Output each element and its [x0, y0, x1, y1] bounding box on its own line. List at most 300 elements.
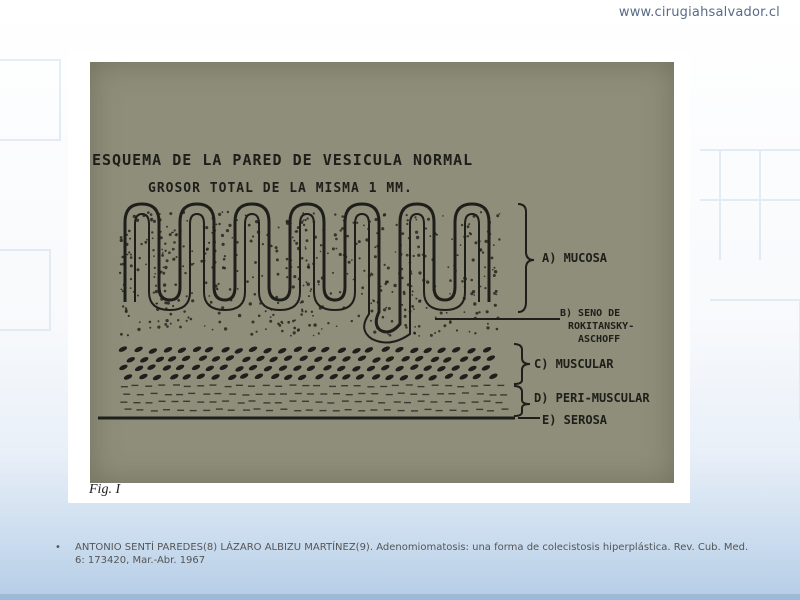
stipple-dot — [146, 239, 148, 241]
stipple-dot — [149, 327, 151, 329]
muscle-fiber — [482, 346, 492, 354]
stipple-dot — [130, 278, 132, 280]
stipple-dot — [384, 264, 386, 266]
muscle-fiber — [307, 346, 317, 354]
muscle-fiber — [380, 364, 390, 372]
muscle-fiber — [306, 364, 316, 372]
stipple-dot — [250, 333, 253, 336]
brace-mucosa — [518, 204, 534, 312]
muscle-fiber — [211, 373, 221, 381]
stipple-dot — [496, 214, 499, 217]
stipple-dot — [406, 223, 408, 225]
stipple-dot — [162, 252, 164, 254]
stipple-dot — [237, 270, 239, 272]
muscle-fiber — [234, 365, 244, 373]
stipple-dot — [137, 328, 140, 331]
stipple-dot — [318, 332, 320, 334]
stipple-dot — [275, 250, 278, 253]
stipple-dot — [122, 305, 124, 307]
stipple-dot — [125, 307, 127, 309]
stipple-dot — [363, 270, 365, 272]
stipple-dot — [153, 292, 155, 294]
stipple-dot — [154, 267, 156, 269]
muscle-fiber — [366, 365, 376, 373]
stipple-dot — [307, 217, 309, 219]
stipple-dot — [449, 321, 452, 324]
stipple-dot — [430, 334, 433, 337]
stipple-dot — [218, 312, 221, 315]
stipple-dot — [272, 314, 274, 316]
stipple-dot — [221, 234, 224, 237]
stipple-dot — [217, 289, 219, 291]
stipple-dot — [152, 237, 154, 239]
stipple-dot — [158, 320, 160, 322]
stipple-dot — [426, 280, 429, 283]
submucosa-layer — [119, 211, 501, 337]
stipple-dot — [320, 251, 322, 253]
stipple-dot — [351, 259, 353, 261]
muscle-fiber — [297, 374, 307, 382]
stipple-dot — [128, 315, 130, 317]
stipple-dot — [218, 283, 220, 285]
stipple-dot — [443, 324, 446, 327]
stipple-dot — [279, 324, 282, 327]
stipple-dot — [418, 300, 421, 303]
muscle-fiber — [327, 355, 337, 363]
muscle-fiber — [263, 347, 273, 355]
muscle-fiber — [211, 355, 221, 363]
stipple-dot — [347, 273, 349, 275]
stipple-dot — [361, 293, 363, 295]
stipple-dot — [127, 254, 129, 256]
stipple-dot — [387, 267, 390, 270]
stipple-dot — [129, 238, 131, 240]
stipple-dot — [286, 258, 289, 261]
stipple-dot — [493, 274, 496, 277]
stipple-dot — [391, 320, 394, 323]
muscle-fiber — [371, 373, 381, 381]
stipple-dot — [375, 218, 378, 221]
stipple-dot — [313, 323, 316, 326]
stipple-dot — [296, 230, 299, 233]
stipple-dot — [300, 313, 303, 316]
stipple-dot — [277, 302, 279, 304]
stipple-dot — [229, 288, 232, 291]
stipple-dot — [155, 285, 157, 287]
stipple-dot — [238, 314, 241, 317]
muscle-fiber — [198, 354, 208, 362]
stipple-dot — [218, 223, 220, 225]
stipple-dot — [184, 272, 186, 274]
stipple-dot — [153, 220, 156, 223]
muscle-fiber — [146, 363, 156, 371]
muscle-fiber — [451, 364, 461, 372]
muscle-fiber — [175, 364, 185, 372]
stipple-dot — [417, 246, 420, 249]
muscle-fiber — [384, 374, 394, 382]
stipple-dot — [473, 294, 475, 296]
stipple-dot — [137, 268, 140, 271]
stipple-dot — [484, 266, 486, 268]
stipple-dot — [418, 335, 420, 337]
stipple-dot — [128, 251, 130, 253]
brace-perimuscular — [514, 386, 530, 416]
stipple-dot — [371, 273, 374, 276]
stipple-dot — [277, 273, 280, 276]
stipple-dot — [249, 302, 252, 305]
muscle-fiber — [270, 372, 280, 380]
muscle-fiber — [278, 364, 288, 372]
stipple-dot — [358, 315, 361, 318]
stipple-dot — [119, 272, 121, 274]
muscle-fiber — [123, 373, 133, 381]
stipple-dot — [191, 292, 193, 294]
diagram-svg — [90, 62, 674, 483]
stipple-dot — [187, 316, 189, 318]
stipple-dot — [186, 295, 188, 297]
stipple-dot — [358, 240, 361, 243]
stipple-dot — [334, 213, 336, 215]
stipple-dot — [152, 249, 154, 251]
stipple-dot — [120, 263, 122, 265]
muscle-fiber — [181, 355, 191, 363]
stipple-dot — [175, 233, 178, 236]
stipple-dot — [348, 261, 351, 264]
stipple-dot — [169, 212, 172, 215]
muscle-fiber — [204, 346, 214, 354]
stipple-dot — [475, 312, 478, 315]
stipple-dot — [301, 309, 303, 311]
muscle-fiber — [192, 345, 202, 353]
stipple-dot — [127, 334, 129, 336]
label-seno-2: ROKITANSKY- — [568, 321, 635, 332]
stipple-dot — [351, 320, 353, 322]
muscle-fiber — [401, 355, 411, 363]
stipple-dot — [470, 292, 473, 295]
stipple-dot — [176, 256, 178, 258]
stipple-dot — [415, 298, 417, 300]
stipple-dot — [393, 284, 396, 287]
figure-frame — [68, 51, 690, 503]
stipple-dot — [461, 224, 463, 226]
stipple-dot — [223, 258, 226, 261]
stipple-dot — [303, 285, 305, 287]
stipple-dot — [186, 220, 188, 222]
muscle-fiber — [314, 373, 324, 381]
stipple-dot — [457, 254, 459, 256]
muscle-fiber — [329, 373, 339, 381]
muscle-fiber — [118, 364, 128, 372]
muscle-fiber — [423, 364, 433, 372]
stipple-dot — [144, 241, 147, 244]
stipple-dot — [163, 283, 166, 286]
stipple-dot — [438, 330, 440, 332]
muscle-fiber — [138, 373, 148, 381]
stipple-dot — [310, 288, 312, 290]
stipple-dot — [449, 279, 452, 282]
stipple-dot — [306, 239, 309, 242]
mucosa-folds-inner — [135, 214, 479, 343]
stipple-dot — [416, 219, 418, 221]
stipple-dot — [218, 213, 221, 216]
stipple-dot — [177, 299, 180, 302]
stipple-dot — [311, 311, 313, 313]
stipple-dot — [494, 304, 497, 307]
stipple-dot — [172, 258, 175, 261]
muscle-fiber — [227, 373, 237, 381]
label-serosa: E) SEROSA — [542, 413, 608, 427]
stipple-dot — [436, 234, 438, 236]
stipple-dot — [413, 255, 415, 257]
stipple-dot — [254, 293, 257, 296]
stipple-dot — [493, 244, 495, 246]
stipple-dot — [332, 247, 335, 250]
stipple-dot — [179, 326, 182, 329]
muscle-fiber — [341, 355, 351, 363]
muscle-fiber — [283, 354, 293, 362]
diagram-subtitle: GROSOR TOTAL DE LA MISMA 1 MM. — [148, 181, 413, 196]
stipple-dot — [473, 302, 476, 305]
stipple-dot — [172, 305, 174, 307]
stipple-dot — [320, 244, 322, 246]
stipple-dot — [150, 213, 153, 216]
stipple-dot — [227, 211, 229, 213]
stipple-dot — [252, 321, 255, 324]
stipple-dot — [222, 266, 225, 269]
muscle-fiber — [155, 356, 165, 364]
stipple-dot — [451, 238, 453, 240]
muscle-fiber — [191, 364, 201, 372]
stipple-dot — [494, 270, 497, 273]
stipple-dot — [156, 303, 158, 305]
stipple-dot — [359, 257, 361, 259]
stipple-dot — [166, 325, 169, 328]
muscle-fiber — [430, 356, 440, 364]
muscle-fiber — [167, 355, 177, 363]
stipple-dot — [294, 319, 296, 321]
stipple-dot — [406, 254, 409, 257]
muscle-fiber — [148, 347, 158, 355]
stipple-dot — [190, 318, 193, 321]
muscle-fiber — [248, 345, 258, 353]
muscular-layer — [118, 345, 499, 381]
stipple-dot — [168, 251, 171, 254]
stipple-dot — [222, 243, 225, 246]
mucosa-folds — [125, 204, 489, 332]
stipple-dot — [374, 246, 376, 248]
muscle-fiber — [225, 354, 235, 362]
stipple-dot — [418, 271, 421, 274]
stipple-dot — [145, 264, 147, 266]
stipple-dot — [186, 320, 188, 322]
stipple-dot — [404, 309, 407, 312]
stipple-dot — [306, 281, 308, 283]
label-perimuscular: D) PERI-MUSCULAR — [534, 391, 650, 405]
stipple-dot — [496, 328, 499, 331]
stipple-dot — [313, 335, 315, 337]
stipple-dot — [170, 323, 172, 325]
muscle-fiber — [467, 365, 477, 373]
stipple-dot — [169, 313, 172, 316]
stipple-dot — [120, 236, 123, 239]
stipple-dot — [193, 263, 195, 265]
stipple-dot — [384, 283, 387, 286]
stipple-dot — [174, 283, 177, 286]
reference-text: ANTONIO SENTÍ PAREDES(8) LÁZARO ALBIZU MARTÍNEZ(9). Adenomiomatosis: una forma de colecistosis hiperplástica. Rev. Cub. Med. 6: 173420, Mar.-Abr. 1967 — [75, 542, 749, 566]
stipple-dot — [499, 213, 501, 215]
stipple-dot — [130, 264, 133, 267]
muscle-fiber — [394, 346, 404, 354]
stipple-dot — [492, 269, 494, 271]
stipple-dot — [411, 294, 413, 296]
muscle-fiber — [409, 347, 419, 355]
stipple-dot — [456, 329, 458, 331]
muscle-fiber — [182, 373, 192, 381]
muscle-fiber — [134, 365, 144, 373]
label-seno-1: B) SENO DE — [560, 308, 621, 319]
stipple-dot — [252, 235, 254, 237]
stipple-dot — [191, 299, 194, 302]
muscle-fiber — [488, 372, 498, 380]
muscle-fiber — [196, 372, 206, 380]
stipple-dot — [472, 258, 475, 261]
muscle-fiber — [277, 347, 287, 355]
stipple-dot — [387, 334, 389, 336]
stipple-dot — [151, 231, 153, 233]
stipple-dot — [246, 280, 249, 283]
muscle-fiber — [399, 374, 409, 382]
stipple-dot — [204, 325, 206, 327]
muscle-fiber — [414, 373, 424, 381]
stipple-dot — [212, 329, 214, 331]
stipple-dot — [140, 243, 142, 245]
stipple-dot — [469, 233, 472, 236]
label-seno-3: ASCHOFF — [578, 334, 621, 345]
stipple-dot — [469, 331, 471, 333]
stipple-dot — [404, 324, 407, 327]
muscle-fiber — [255, 355, 265, 363]
stipple-dot — [301, 257, 304, 260]
stipple-dot — [474, 332, 476, 334]
stipple-dot — [164, 243, 166, 245]
stipple-dot — [405, 326, 407, 328]
stipple-dot — [147, 211, 150, 214]
stipple-dot — [120, 239, 123, 242]
muscle-fiber — [205, 365, 215, 373]
stipple-dot — [305, 259, 307, 261]
stipple-dot — [310, 290, 312, 292]
muscle-fiber — [263, 365, 273, 373]
stipple-dot — [403, 293, 406, 296]
stipple-dot — [269, 320, 272, 323]
stipple-dot — [414, 216, 416, 218]
muscle-fiber — [239, 372, 249, 380]
stipple-dot — [286, 276, 288, 278]
stipple-dot — [461, 280, 464, 283]
stipple-dot — [382, 316, 385, 319]
stipple-dot — [182, 265, 184, 267]
muscle-fiber — [472, 373, 482, 381]
muscle-fiber — [364, 346, 374, 354]
muscle-fiber — [428, 374, 438, 382]
stipple-dot — [155, 290, 158, 293]
stipple-dot — [321, 328, 323, 330]
stipple-dot — [487, 323, 489, 325]
stipple-dot — [250, 240, 253, 243]
stipple-dot — [491, 257, 494, 260]
stipple-dot — [485, 240, 488, 243]
stipple-dot — [191, 250, 193, 252]
stipple-dot — [182, 245, 184, 247]
stipple-dot — [339, 253, 342, 256]
stipple-dot — [498, 238, 500, 240]
stipple-dot — [353, 279, 355, 281]
stipple-dot — [282, 322, 284, 324]
stipple-dot — [339, 291, 341, 293]
stipple-dot — [406, 214, 408, 216]
stipple-dot — [278, 227, 280, 229]
stipple-dot — [407, 219, 409, 221]
stipple-dot — [440, 312, 443, 315]
muscle-fiber — [126, 356, 136, 364]
stipple-dot — [381, 227, 384, 230]
muscle-fiber — [436, 365, 446, 373]
stipple-dot — [205, 281, 208, 284]
stipple-dot — [486, 326, 489, 329]
muscle-fiber — [177, 346, 187, 354]
stipple-dot — [482, 251, 484, 253]
stipple-dot — [486, 310, 489, 313]
stipple-dot — [429, 235, 431, 237]
stipple-dot — [411, 305, 414, 308]
stipple-dot — [248, 224, 251, 227]
stipple-dot — [130, 287, 132, 289]
stipple-dot — [373, 300, 375, 302]
stipple-dot — [166, 319, 169, 322]
muscle-fiber — [254, 372, 264, 380]
muscle-fiber — [385, 355, 395, 363]
stipple-dot — [447, 266, 449, 268]
stipple-dot — [120, 333, 123, 336]
stipple-dot — [254, 261, 257, 264]
stipple-dot — [293, 331, 296, 334]
muscle-fiber — [341, 373, 351, 381]
stipple-dot — [373, 331, 376, 334]
stipple-dot — [139, 257, 141, 259]
stipple-dot — [161, 249, 163, 251]
stipple-dot — [388, 307, 391, 310]
label-muscular: C) MUSCULAR — [534, 357, 614, 371]
stipple-dot — [446, 312, 448, 314]
stipple-dot — [361, 286, 364, 289]
stipple-dot — [153, 276, 155, 278]
stipple-dot — [414, 326, 416, 328]
stipple-dot — [164, 266, 167, 269]
stipple-dot — [460, 244, 462, 246]
stipple-dot — [258, 315, 261, 318]
muscle-fiber — [313, 355, 323, 363]
stipple-dot — [330, 292, 332, 294]
stipple-dot — [149, 321, 152, 324]
stipple-dot — [449, 293, 451, 295]
stipple-dot — [286, 220, 289, 223]
stipple-dot — [484, 276, 486, 278]
perimuscular-layer — [120, 385, 508, 411]
muscle-fiber — [163, 346, 173, 354]
bullet-icon: • — [55, 542, 61, 553]
stipple-dot — [226, 229, 229, 232]
stipple-dot — [161, 254, 164, 257]
